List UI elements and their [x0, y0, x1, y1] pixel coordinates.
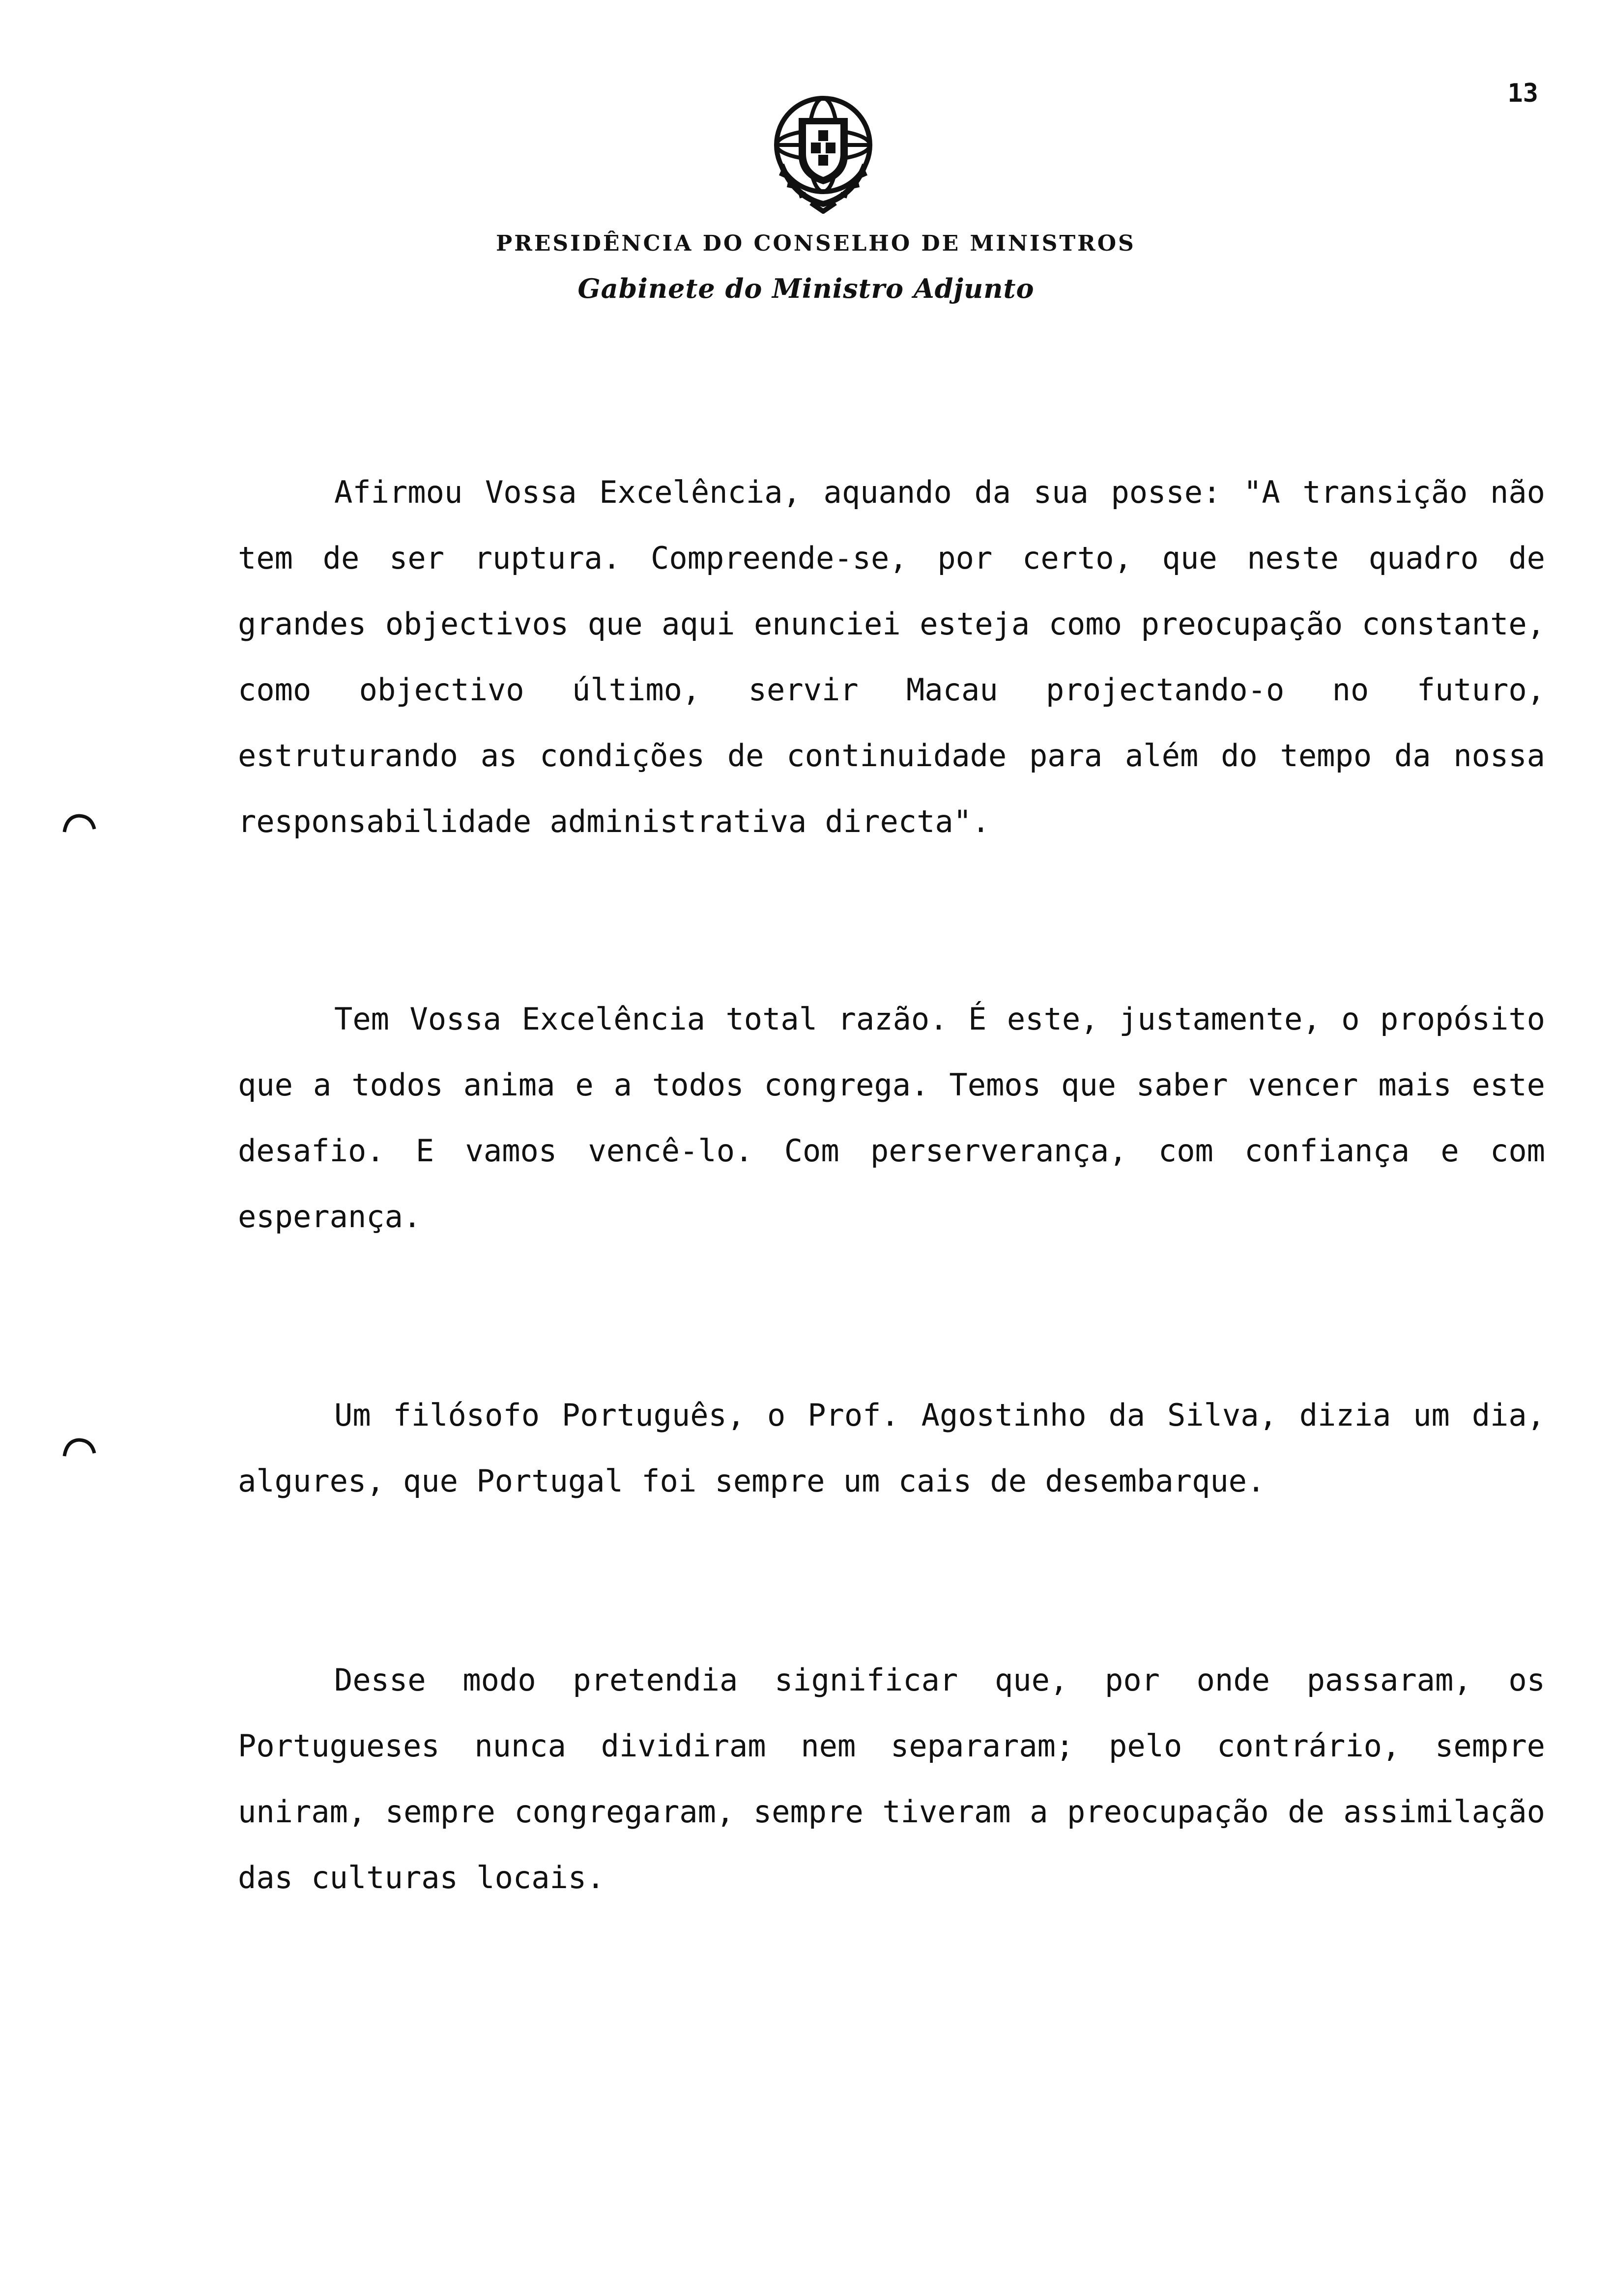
letterhead-institution: PRESIDÊNCIA DO CONSELHO DE MINISTROS [496, 231, 1136, 256]
coat-of-arms-emblem [764, 91, 882, 214]
paragraph-4 [238, 1647, 1545, 1911]
punch-hole-mark [62, 1437, 96, 1457]
paragraph-1-text: Afirmou Vossa Excelência, aquando da sua posse: "A transição não tem de ser ruptura. Compreende-se, por certo, que neste quadro de grandes objectivos que aqui enunciei esteja como preocupação constante, como objectivo último, servir Macau projectando-o no futuro, estruturando as condições de continuidade para além do tempo da nossa responsabilidade administrativa directa". [238, 474, 1545, 839]
letterhead-office: Gabinete do Ministro Adjunto [577, 273, 1035, 304]
paragraph-3-text: Um filósofo Português, o Prof. Agostinho da Silva, dizia um dia, algures, que Portugal foi sempre um cais de desembarque. [238, 1397, 1545, 1499]
paragraph-2-text: Tem Vossa Excelência total razão. É este, justamente, o propósito que a todos anima e a todos congrega. Temos que saber vencer mais este desafio. E vamos vencê-lo. Com perserverança, com confiança e com esperança. [238, 1001, 1545, 1234]
paragraph-3 [238, 1382, 1545, 1514]
paragraph-2 [238, 986, 1545, 1250]
paragraph-1 [238, 459, 1545, 855]
paragraph-4-text: Desse modo pretendia significar que, por onde passaram, os Portugueses nunca dividiram nem separaram; pelo contrário, sempre uniram, sempre congregaram, sempre tiveram a preocupação de assimilação das culturas locais. [238, 1662, 1545, 1895]
punch-hole-mark [62, 813, 96, 833]
page-number: 13 [1507, 79, 1538, 108]
